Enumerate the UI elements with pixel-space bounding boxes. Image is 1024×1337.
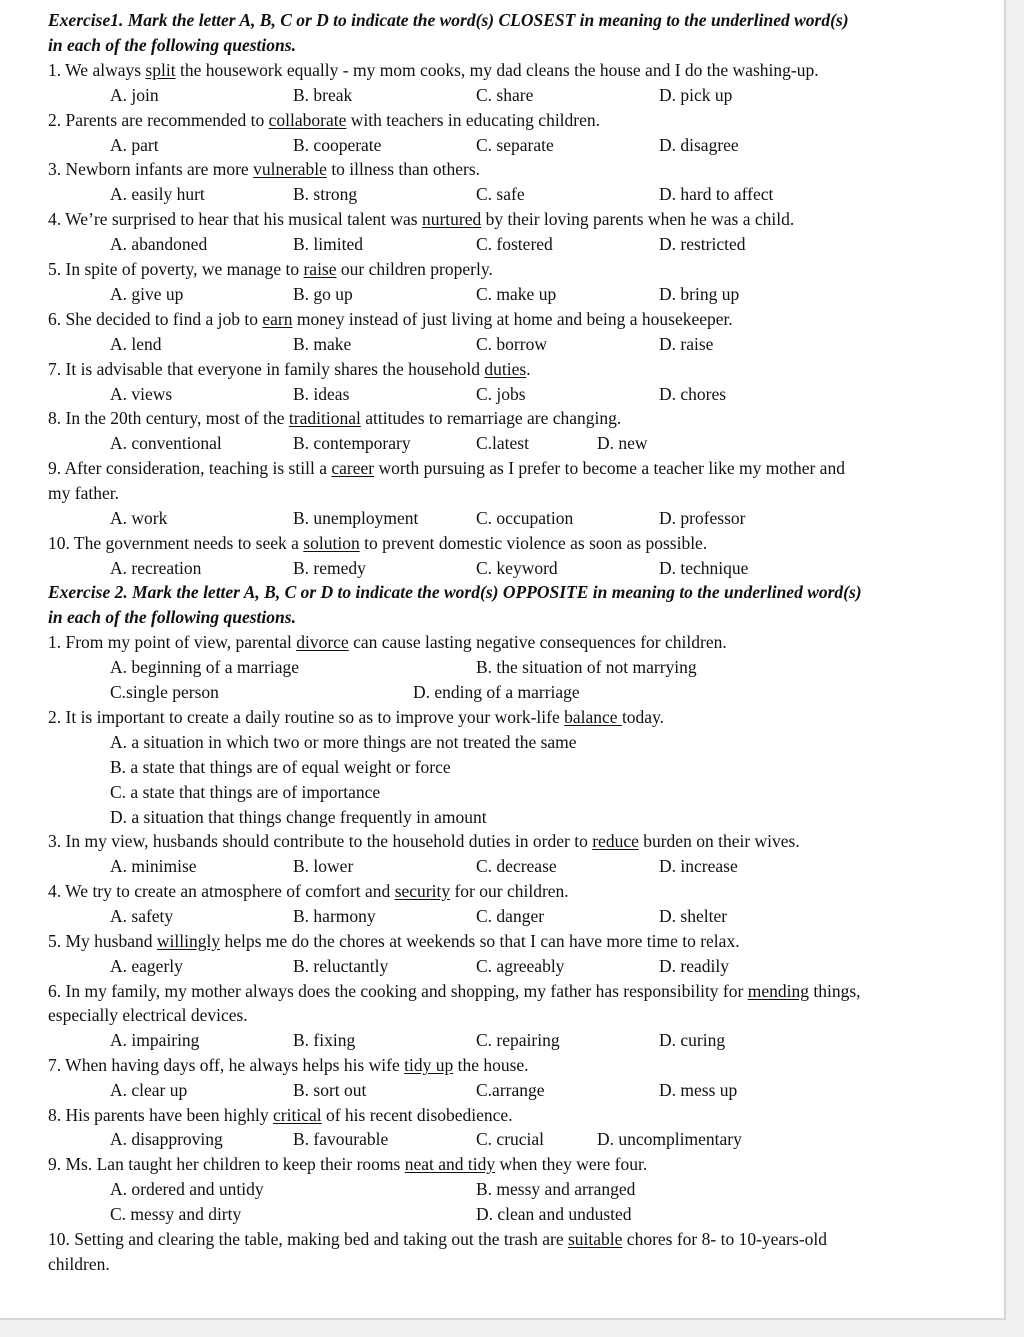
ex2-q4-option-b: B. harmony bbox=[293, 906, 376, 926]
underlined-word: career bbox=[331, 458, 375, 478]
ex1-q8-option-b: B. contemporary bbox=[293, 433, 411, 453]
underlined-word: collaborate bbox=[268, 110, 347, 130]
ex2-q9-option-d: D. clean and undusted bbox=[476, 1204, 632, 1224]
ex2-q4-option-a: A. safety bbox=[110, 906, 174, 926]
ex2-q7-option-b: B. sort out bbox=[293, 1080, 367, 1100]
ex1-q1-option-a: A. join bbox=[110, 85, 159, 105]
underlined-word: reduce bbox=[592, 831, 639, 851]
ex2-q6-option-b: B. fixing bbox=[293, 1030, 356, 1050]
underlined-word: traditional bbox=[288, 408, 361, 428]
ex1-q8-option-c: C.latest bbox=[476, 433, 529, 453]
ex1-q4-option-a: A. abandoned bbox=[110, 234, 208, 254]
ex1-question-9: 9. After consideration, teaching is still a career worth pursuing as I prefer to become a teacher like my mother and bbox=[48, 458, 845, 478]
ex1-q5-option-d: D. bring up bbox=[659, 284, 740, 304]
ex1-question-3: 3. Newborn infants are more vulnerable to illness than others. bbox=[48, 159, 481, 179]
ex2-q3-option-c: C. decrease bbox=[476, 856, 557, 876]
ex1-q9-option-b: B. unemployment bbox=[293, 508, 419, 528]
underlined-word: divorce bbox=[296, 632, 349, 652]
ex1-q6-option-d: D. raise bbox=[659, 334, 714, 354]
ex1-q1-option-b: B. break bbox=[293, 85, 353, 105]
underlined-word: split bbox=[145, 60, 176, 80]
ex1-q4-option-d: D. restricted bbox=[659, 234, 746, 254]
ex2-q3-option-d: D. increase bbox=[659, 856, 738, 876]
ex1-q9-option-a: A. work bbox=[110, 508, 168, 528]
ex2-question-3: 3. In my view, husbands should contribute to the household duties in order to reduce burden on their wives. bbox=[48, 831, 800, 851]
ex1-q7-option-a: A. views bbox=[110, 384, 173, 404]
ex1-question-7: 7. It is advisable that everyone in family shares the household duties. bbox=[48, 359, 531, 379]
ex2-q3-option-a: A. minimise bbox=[110, 856, 197, 876]
ex1-question-10: 10. The government needs to seek a solution to prevent domestic violence as soon as possible. bbox=[48, 533, 708, 553]
ex1-q3-option-b: B. strong bbox=[293, 184, 358, 204]
underlined-word: nurtured bbox=[421, 209, 482, 229]
ex1-q4-option-b: B. limited bbox=[293, 234, 363, 254]
underlined-word: balance bbox=[564, 707, 622, 727]
ex1-q10-option-b: B. remedy bbox=[293, 558, 366, 578]
ex2-q2-option-b: B. a state that things are of equal weight or force bbox=[110, 757, 451, 777]
ex1-question-1: 1. We always split the housework equally - my mom cooks, my dad cleans the house and I do the washing-up. bbox=[48, 60, 819, 80]
ex1-q2-option-d: D. disagree bbox=[659, 135, 739, 155]
ex2-q5-option-a: A. eagerly bbox=[110, 956, 183, 976]
ex1-q10-option-d: D. technique bbox=[659, 558, 749, 578]
ex2-q4-option-d: D. shelter bbox=[659, 906, 728, 926]
ex2-q7-option-c: C.arrange bbox=[476, 1080, 545, 1100]
ex1-q5-option-c: C. make up bbox=[476, 284, 557, 304]
ex1-question-9-continuation: my father. bbox=[48, 483, 119, 503]
ex1-q7-option-d: D. chores bbox=[659, 384, 727, 404]
underlined-word: neat and tidy bbox=[404, 1154, 496, 1174]
underlined-word: mending bbox=[747, 981, 809, 1001]
ex1-q8-option-d: D. new bbox=[597, 433, 648, 453]
ex2-q2-option-c: C. a state that things are of importance bbox=[110, 782, 381, 802]
ex1-question-5: 5. In spite of poverty, we manage to raise our children properly. bbox=[48, 259, 493, 279]
ex1-question-6: 6. She decided to find a job to earn money instead of just living at home and being a housekeeper. bbox=[48, 309, 733, 329]
ex2-q5-option-b: B. reluctantly bbox=[293, 956, 389, 976]
ex2-q3-option-b: B. lower bbox=[293, 856, 354, 876]
ex2-q8-option-c: C. crucial bbox=[476, 1129, 545, 1149]
ex2-question-5: 5. My husband willingly helps me do the chores at weekends so that I can have more time to relax. bbox=[48, 931, 740, 951]
ex2-question-2: 2. It is important to create a daily routine so as to improve your work-life balance today. bbox=[48, 707, 665, 727]
ex1-q7-option-c: C. jobs bbox=[476, 384, 526, 404]
ex2-q6-option-c: C. repairing bbox=[476, 1030, 560, 1050]
exercise-2-heading-line-1: Exercise 2. Mark the letter A, B, C or D to indicate the word(s) OPPOSITE in meaning to the underlined word(s) bbox=[48, 582, 862, 602]
ex1-question-4: 4. We’re surprised to hear that his musical talent was nurtured by their loving parents when he was a child. bbox=[48, 209, 795, 229]
underlined-word: critical bbox=[273, 1105, 322, 1125]
ex1-q5-option-b: B. go up bbox=[293, 284, 353, 304]
ex2-q9-option-a: A. ordered and untidy bbox=[110, 1179, 264, 1199]
underlined-word: earn bbox=[262, 309, 293, 329]
ex1-q4-option-c: C. fostered bbox=[476, 234, 553, 254]
ex2-question-8: 8. His parents have been highly critical of his recent disobedience. bbox=[48, 1105, 513, 1125]
ex2-q8-option-a: A. disapproving bbox=[110, 1129, 223, 1149]
ex2-q1-option-d: D. ending of a marriage bbox=[413, 682, 580, 702]
ex1-question-2: 2. Parents are recommended to collaborate with teachers in educating children. bbox=[48, 110, 601, 130]
underlined-word: raise bbox=[303, 259, 337, 279]
ex2-question-6-continuation: especially electrical devices. bbox=[48, 1005, 248, 1025]
underlined-word: solution bbox=[303, 533, 360, 553]
ex2-q6-option-a: A. impairing bbox=[110, 1030, 200, 1050]
underlined-word: security bbox=[394, 881, 451, 901]
ex1-q6-option-b: B. make bbox=[293, 334, 352, 354]
ex2-q6-option-d: D. curing bbox=[659, 1030, 726, 1050]
underlined-word: suitable bbox=[567, 1229, 623, 1249]
underlined-word: duties bbox=[484, 359, 527, 379]
ex2-q1-option-a: A. beginning of a marriage bbox=[110, 657, 300, 677]
ex2-q2-option-d: D. a situation that things change frequently in amount bbox=[110, 807, 487, 827]
ex2-q7-option-a: A. clear up bbox=[110, 1080, 188, 1100]
ex2-question-4: 4. We try to create an atmosphere of comfort and security for our children. bbox=[48, 881, 569, 901]
ex2-q1-option-b: B. the situation of not marrying bbox=[476, 657, 697, 677]
ex2-q7-option-d: D. mess up bbox=[659, 1080, 738, 1100]
ex2-question-9: 9. Ms. Lan taught her children to keep their rooms neat and tidy when they were four. bbox=[48, 1154, 648, 1174]
exercise-1-heading-line-1: Exercise1. Mark the letter A, B, C or D to indicate the word(s) CLOSEST in meaning to the underlined word(s) bbox=[48, 10, 849, 30]
ex1-q1-option-d: D. pick up bbox=[659, 85, 733, 105]
ex2-q9-option-b: B. messy and arranged bbox=[476, 1179, 636, 1199]
ex2-question-7: 7. When having days off, he always helps his wife tidy up the house. bbox=[48, 1055, 529, 1075]
ex2-q5-option-c: C. agreeably bbox=[476, 956, 565, 976]
ex1-q10-option-a: A. recreation bbox=[110, 558, 202, 578]
ex2-q4-option-c: C. danger bbox=[476, 906, 545, 926]
ex1-q2-option-a: A. part bbox=[110, 135, 159, 155]
ex2-question-1: 1. From my point of view, parental divorce can cause lasting negative consequences for children. bbox=[48, 632, 727, 652]
ex1-q6-option-c: C. borrow bbox=[476, 334, 547, 354]
ex2-q9-option-c: C. messy and dirty bbox=[110, 1204, 242, 1224]
exercise-2-heading-line-2: in each of the following questions. bbox=[48, 607, 296, 627]
ex1-q2-option-b: B. cooperate bbox=[293, 135, 382, 155]
ex2-q1-option-c: C.single person bbox=[110, 682, 219, 702]
ex2-question-6: 6. In my family, my mother always does the cooking and shopping, my father has responsibility for mending things, bbox=[48, 981, 861, 1001]
ex2-q2-option-a: A. a situation in which two or more things are not treated the same bbox=[110, 732, 577, 752]
ex1-q2-option-c: C. separate bbox=[476, 135, 554, 155]
ex1-q3-option-a: A. easily hurt bbox=[110, 184, 205, 204]
ex2-q5-option-d: D. readily bbox=[659, 956, 729, 976]
ex2-question-10: 10. Setting and clearing the table, making bed and taking out the trash are suitable chores for 8- to 10-years-old bbox=[48, 1229, 828, 1249]
ex1-q5-option-a: A. give up bbox=[110, 284, 184, 304]
ex1-q3-option-d: D. hard to affect bbox=[659, 184, 774, 204]
ex1-q9-option-d: D. professor bbox=[659, 508, 746, 528]
ex2-q8-option-d: D. uncomplimentary bbox=[597, 1129, 742, 1149]
exercise-1-heading-line-2: in each of the following questions. bbox=[48, 35, 296, 55]
ex2-q8-option-b: B. favourable bbox=[293, 1129, 389, 1149]
ex1-q7-option-b: B. ideas bbox=[293, 384, 350, 404]
ex1-q3-option-c: C. safe bbox=[476, 184, 525, 204]
underlined-word: tidy up bbox=[404, 1055, 454, 1075]
ex1-q10-option-c: C. keyword bbox=[476, 558, 558, 578]
ex1-q8-option-a: A. conventional bbox=[110, 433, 222, 453]
underlined-word: willingly bbox=[156, 931, 221, 951]
ex1-q9-option-c: C. occupation bbox=[476, 508, 574, 528]
ex2-question-10-continuation: children. bbox=[48, 1254, 110, 1274]
ex1-q1-option-c: C. share bbox=[476, 85, 534, 105]
underlined-word: vulnerable bbox=[253, 159, 327, 179]
ex1-question-8: 8. In the 20th century, most of the traditional attitudes to remarriage are changing. bbox=[48, 408, 622, 428]
ex1-q6-option-a: A. lend bbox=[110, 334, 162, 354]
